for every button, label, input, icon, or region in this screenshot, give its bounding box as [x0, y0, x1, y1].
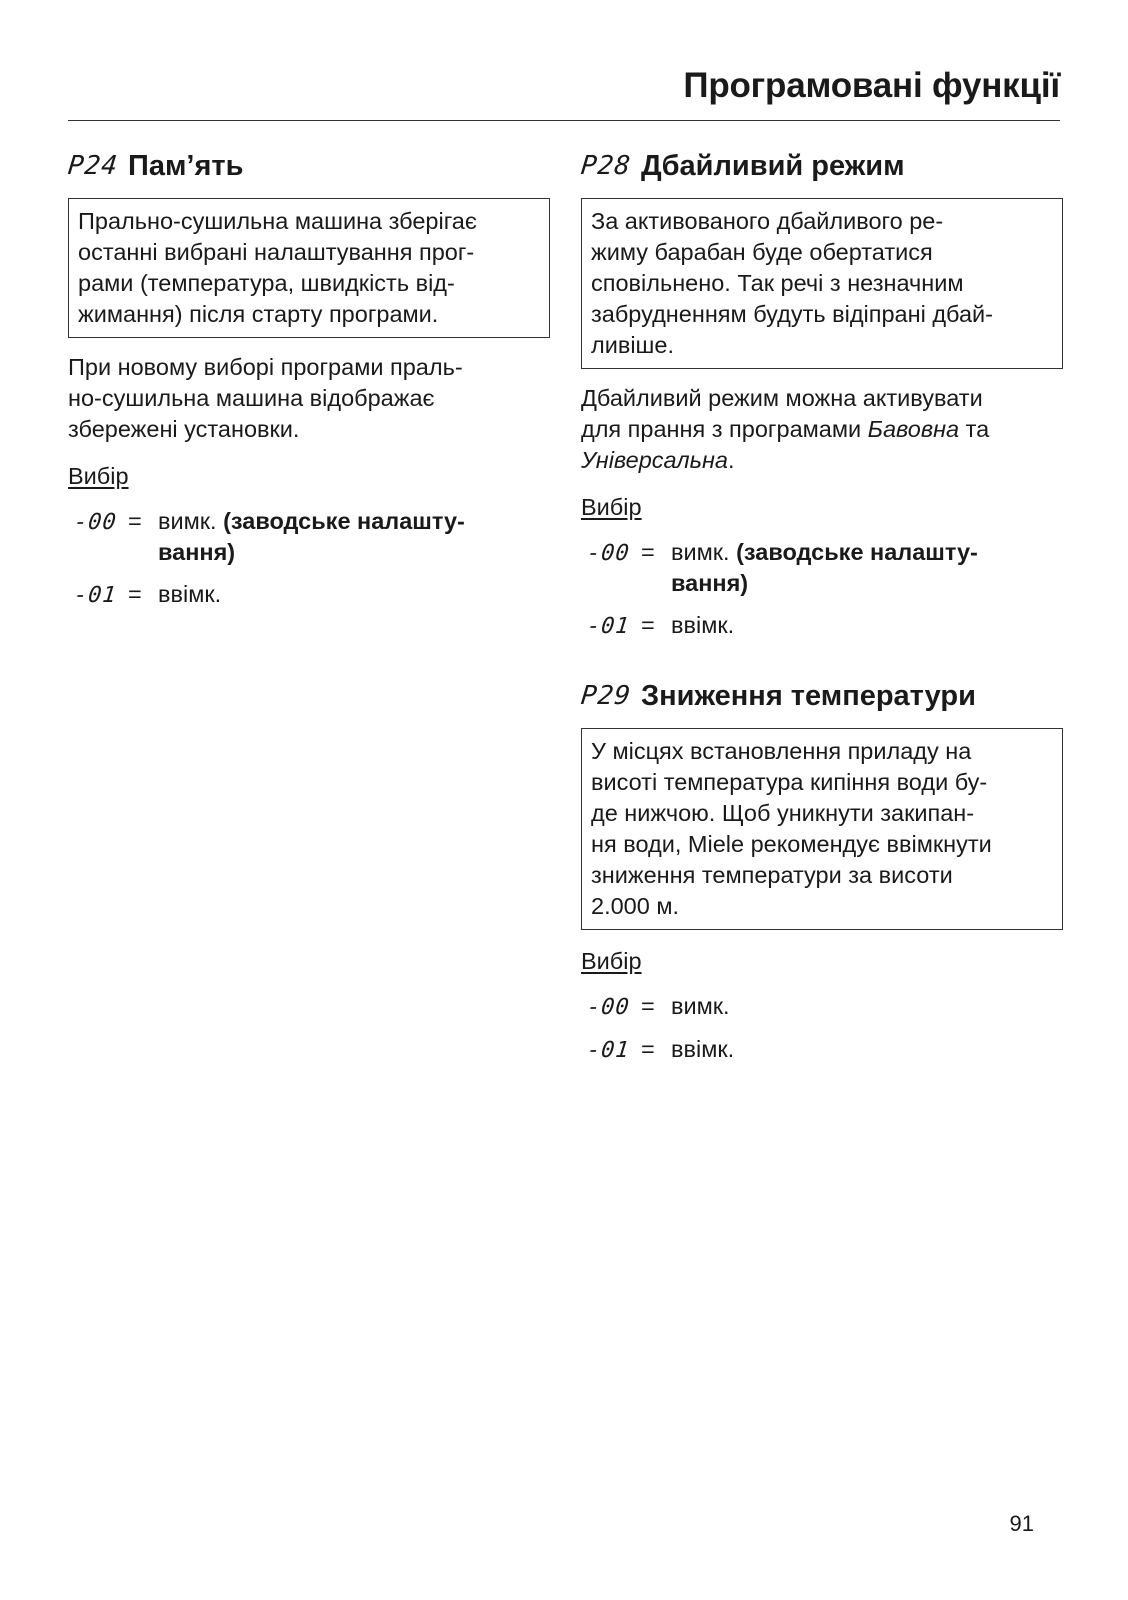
paragraph-line — [581, 445, 1063, 476]
paragraph-line: збережені установки. — [68, 416, 300, 442]
option-equals: = — [641, 993, 655, 1019]
notice-line: рами (температура, швидкість від- — [78, 270, 455, 296]
option-row — [581, 537, 1063, 599]
section-heading-p29 — [581, 678, 1063, 714]
option-note: (заводське налашту- — [223, 508, 465, 534]
notice-line: За активованого дбайливого ре- — [591, 208, 944, 234]
option-equals: = — [641, 539, 655, 565]
option-code: -00 — [585, 541, 632, 566]
paragraph-text: . — [727, 447, 735, 473]
option-equals: = — [641, 612, 655, 638]
option-equals: = — [128, 508, 142, 534]
paragraph-line: Дбайливий режим можна активувати — [581, 385, 983, 411]
option-value: вимк. — [671, 539, 737, 565]
option-value: вимк. — [671, 993, 730, 1019]
option-list-p29 — [581, 991, 1063, 1066]
paragraph-p24 — [68, 352, 550, 445]
option-note-cont: вання) — [158, 539, 236, 565]
section-title: Пам’ять — [127, 150, 244, 182]
option-note: (заводське налашту- — [736, 539, 978, 565]
notice-line: останні вибрані налаштування прог- — [78, 239, 475, 265]
notice-box-p24 — [68, 198, 550, 338]
option-row — [581, 991, 1063, 1023]
page-title: Програмовані функції — [683, 66, 1060, 105]
section-title: Зниження температури — [640, 680, 976, 712]
program-name: Бавовна — [867, 416, 960, 442]
option-value: ввімк. — [158, 581, 222, 607]
paragraph-p28 — [581, 383, 1063, 476]
option-value: ввімк. — [671, 612, 735, 638]
section-heading-p24 — [68, 148, 550, 184]
lcd-code: P24 — [66, 151, 120, 181]
option-list-p28 — [581, 537, 1063, 642]
paragraph-line: При новому виборі програми праль- — [68, 354, 463, 380]
notice-line: висоті температура кипіння води бу- — [591, 769, 988, 795]
choice-label: Вибір — [581, 948, 642, 974]
notice-line: Прально-сушильна машина зберігає — [78, 208, 477, 234]
lcd-code: P29 — [579, 681, 633, 711]
option-code: -01 — [585, 614, 632, 639]
lcd-code: P28 — [579, 151, 633, 181]
option-list-p24 — [68, 506, 550, 611]
paragraph-text: та — [959, 416, 990, 442]
notice-line: ня води, Miele рекомендує ввімкнути — [591, 831, 992, 857]
notice-line: жимання) після старту програми. — [78, 301, 439, 327]
option-value: вимк. — [158, 508, 224, 534]
page-number: 91 — [1009, 1511, 1034, 1536]
choice-label: Вибір — [68, 463, 129, 489]
notice-line: забрудненням будуть відіпрані дбай- — [591, 301, 994, 327]
left-column — [68, 148, 550, 622]
notice-line: сповільнено. Так речі з незначним — [591, 270, 964, 296]
section-title: Дбайливий режим — [640, 150, 905, 182]
option-code: -00 — [585, 995, 632, 1020]
choice-label: Вибір — [581, 494, 642, 520]
option-equals: = — [128, 581, 142, 607]
notice-line: зниження температури за висоти — [591, 862, 953, 888]
paragraph-line — [581, 414, 1063, 445]
paragraph-line: но-сушильна машина відображає — [68, 385, 435, 411]
notice-box-p28 — [581, 198, 1063, 369]
option-code: -01 — [585, 1038, 632, 1063]
option-row — [68, 506, 550, 568]
section-heading-p28 — [581, 148, 1063, 184]
notice-line: У місцях встановлення приладу на — [591, 738, 972, 764]
notice-line: 2.000 м. — [591, 893, 680, 919]
notice-line: жиму барабан буде обертатися — [591, 239, 933, 265]
option-text — [158, 506, 550, 568]
notice-line: ливіше. — [591, 332, 674, 358]
option-row — [581, 1034, 1063, 1066]
paragraph-text: для прання з програмами — [581, 416, 868, 442]
option-equals: = — [641, 1036, 655, 1062]
option-text — [671, 537, 1063, 599]
option-row — [581, 610, 1063, 642]
program-name: Універсальна — [581, 447, 728, 473]
notice-line: де нижчою. Щоб уникнути закипан- — [591, 800, 975, 826]
option-note-cont: вання) — [671, 570, 749, 596]
page-header — [68, 64, 1060, 121]
right-column — [581, 148, 1063, 1077]
option-code: -00 — [72, 510, 119, 535]
notice-box-p29 — [581, 728, 1063, 930]
option-row — [68, 579, 550, 611]
option-code: -01 — [72, 583, 119, 608]
option-value: ввімк. — [671, 1036, 735, 1062]
